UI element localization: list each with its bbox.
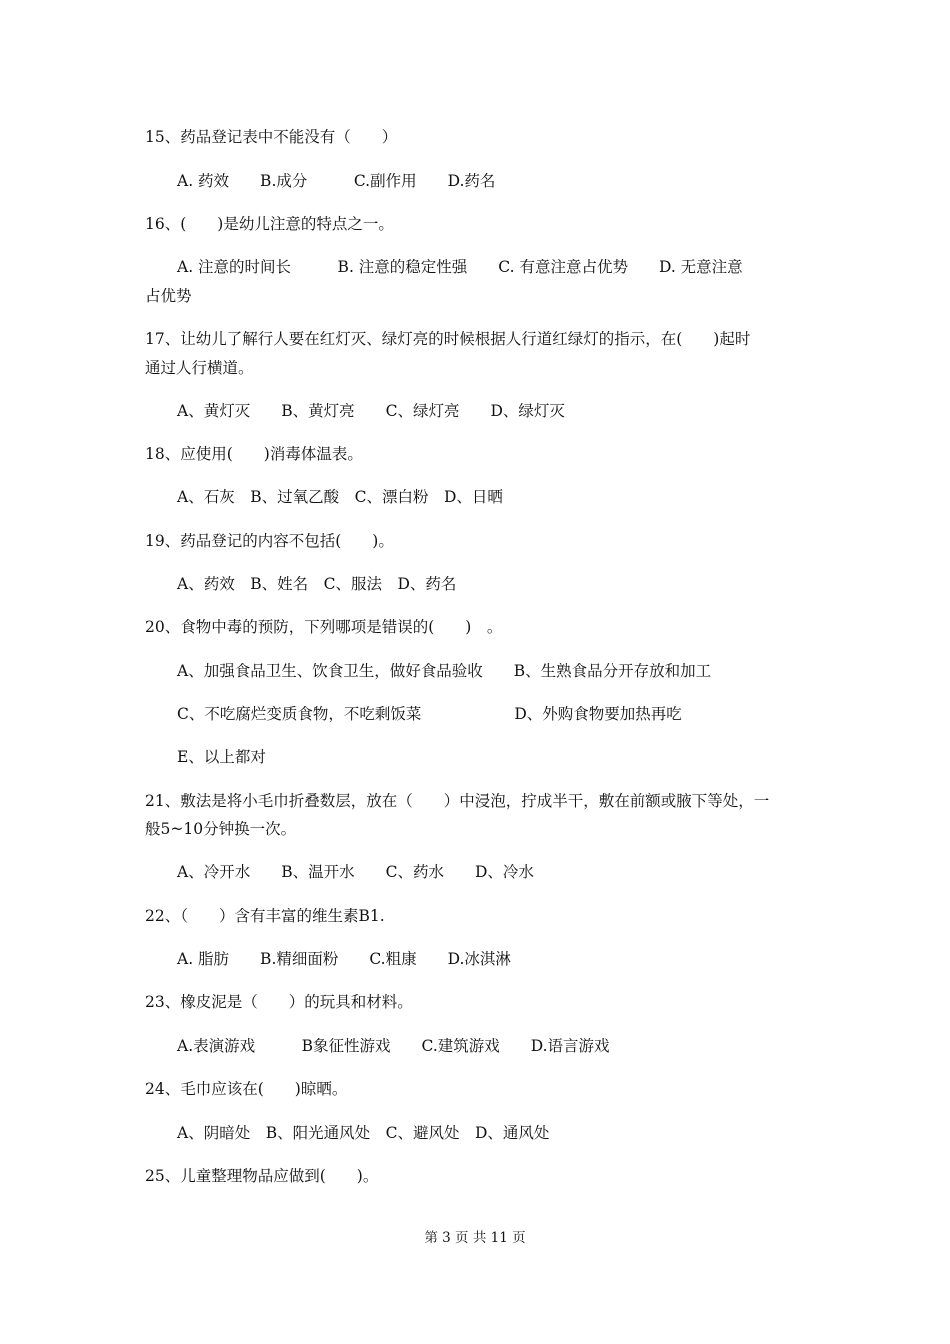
page-footer: 第 3 页 共 11 页 (424, 1230, 526, 1246)
question-18: 18、应使用( )消毒体温表。 (145, 445, 363, 463)
question-23: 23、橡皮泥是（ ）的玩具和材料。 (145, 993, 413, 1011)
question-20-options-row3: E、以上都对 (177, 748, 266, 766)
question-18-options: A、石灰 B、过氧乙酸 C、漂白粉 D、日晒 (177, 488, 503, 506)
question-20-options-row2: C、不吃腐烂变质食物，不吃剩饭菜 D、外购食物要加热再吃 (177, 705, 682, 723)
question-16-options: A. 注意的时间长 B. 注意的稳定性强 C. 有意注意占优势 D. 无意注意 (177, 258, 743, 276)
question-17-continued: 通过人行横道。 (145, 359, 254, 377)
question-21-continued: 般5~10分钟换一次。 (145, 820, 297, 838)
question-25: 25、儿童整理物品应做到( )。 (145, 1167, 379, 1185)
question-23-options: A.表演游戏 B象征性游戏 C.建筑游戏 D.语言游戏 (177, 1037, 610, 1055)
question-21: 21、敷法是将小毛巾折叠数层，放在（ ）中浸泡，拧成半干，敷在前额或腋下等处，一 (145, 792, 770, 810)
question-15: 15、药品登记表中不能没有（ ） (145, 128, 398, 146)
question-21-options: A、冷开水 B、温开水 C、药水 D、冷水 (177, 863, 534, 881)
question-16: 16、( )是幼儿注意的特点之一。 (145, 215, 394, 233)
question-22: 22、（ ）含有丰富的维生素B1. (145, 907, 385, 925)
question-20: 20、食物中毒的预防，下列哪项是错误的( ) 。 (145, 618, 503, 636)
question-20-options-row1: A、加强食品卫生、饮食卫生，做好食品验收 B、生熟食品分开存放和加工 (177, 662, 712, 680)
question-16-options-continued: 占优势 (145, 287, 192, 305)
question-24: 24、毛巾应该在( )晾晒。 (145, 1080, 348, 1098)
question-19: 19、药品登记的内容不包括( )。 (145, 532, 394, 550)
question-17: 17、让幼儿了解行人要在红灯灭、绿灯亮的时候根据人行道红绿灯的指示，在( )起时 (145, 330, 751, 348)
question-19-options: A、药效 B、姓名 C、服法 D、药名 (177, 575, 457, 593)
question-22-options: A. 脂肪 B.精细面粉 C.粗康 D.冰淇淋 (177, 950, 511, 968)
question-15-options: A. 药效 B.成分 C.副作用 D.药名 (177, 172, 496, 190)
question-17-options: A、黄灯灭 B、黄灯亮 C、绿灯亮 D、绿灯灭 (177, 402, 565, 420)
question-24-options: A、阴暗处 B、阳光通风处 C、避风处 D、通风处 (177, 1124, 550, 1142)
